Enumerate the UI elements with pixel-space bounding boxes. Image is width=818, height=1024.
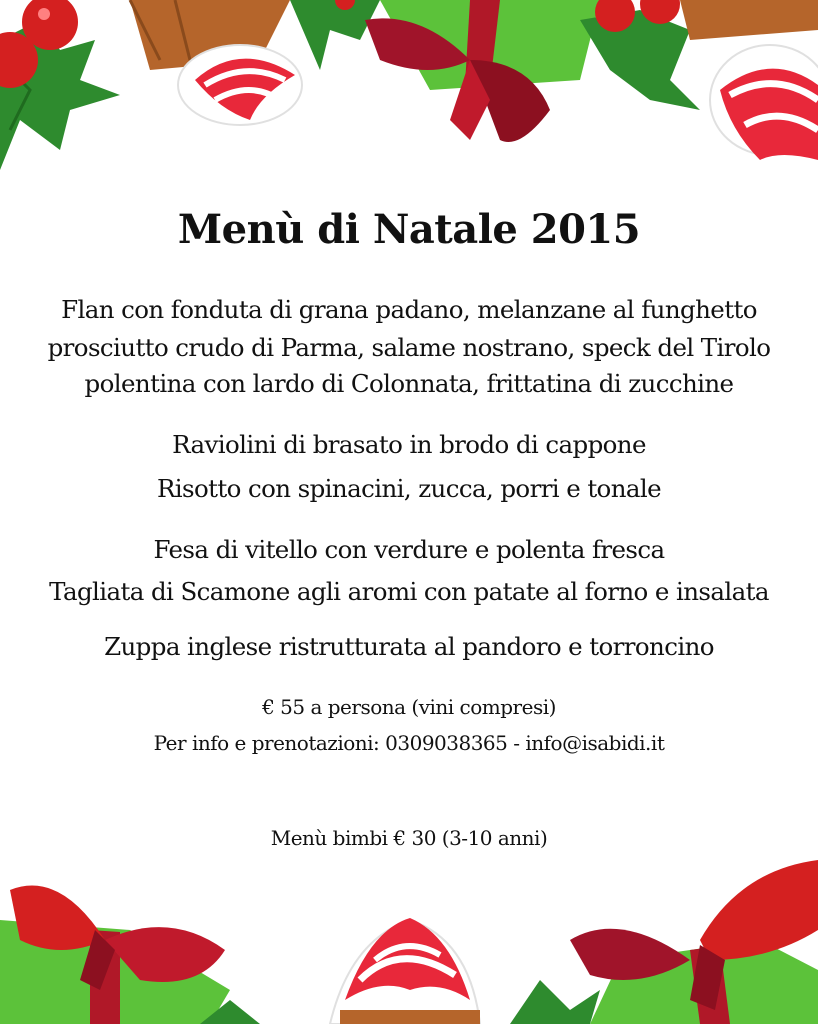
secondo-line-2: Tagliata di Scamone agli aromi con patate al forno e insalata bbox=[49, 577, 769, 606]
contact-line: Per info e prenotazioni: 0309038365 - info@isabidi.it bbox=[153, 731, 665, 755]
christmas-decor-bottom bbox=[0, 850, 818, 1024]
menu-title: Menù di Natale 2015 bbox=[177, 206, 641, 253]
holly-leaves-right-icon bbox=[580, 0, 700, 110]
christmas-decor-top bbox=[0, 0, 818, 175]
cupcake-bottom-icon bbox=[330, 918, 480, 1024]
holly-leaves-middle-icon bbox=[290, 0, 380, 70]
cupcake-left-icon bbox=[130, 0, 302, 125]
gift-box-bottom-right-icon bbox=[570, 860, 818, 1024]
gift-box-top-icon bbox=[365, 0, 600, 142]
primo-line-2: Risotto con spinacini, zucca, porri e tonale bbox=[156, 474, 662, 503]
dolce-line: Zuppa inglese ristrutturata al pandoro e torroncino bbox=[104, 632, 714, 661]
holly-leaves-bottom-right-icon bbox=[510, 980, 600, 1024]
antipasto-line-2: prosciutto crudo di Parma, salame nostrano, speck del Tirolo bbox=[47, 333, 771, 362]
cupcake-right-icon bbox=[680, 0, 818, 160]
antipasto-line-3: polentina con lardo di Colonnata, frittatina di zucchine bbox=[84, 369, 734, 398]
price-line: € 55 a persona (vini compresi) bbox=[262, 695, 556, 719]
antipasto-line-1: Flan con fonduta di grana padano, melanzane al funghetto bbox=[61, 295, 757, 324]
kids-menu-line: Menù bimbi € 30 (3-10 anni) bbox=[270, 826, 548, 850]
primo-line-1: Raviolini di brasato in brodo di cappone bbox=[172, 430, 646, 459]
gift-box-bottom-left-icon bbox=[0, 886, 230, 1024]
secondo-line-1: Fesa di vitello con verdure e polenta fresca bbox=[153, 535, 665, 564]
